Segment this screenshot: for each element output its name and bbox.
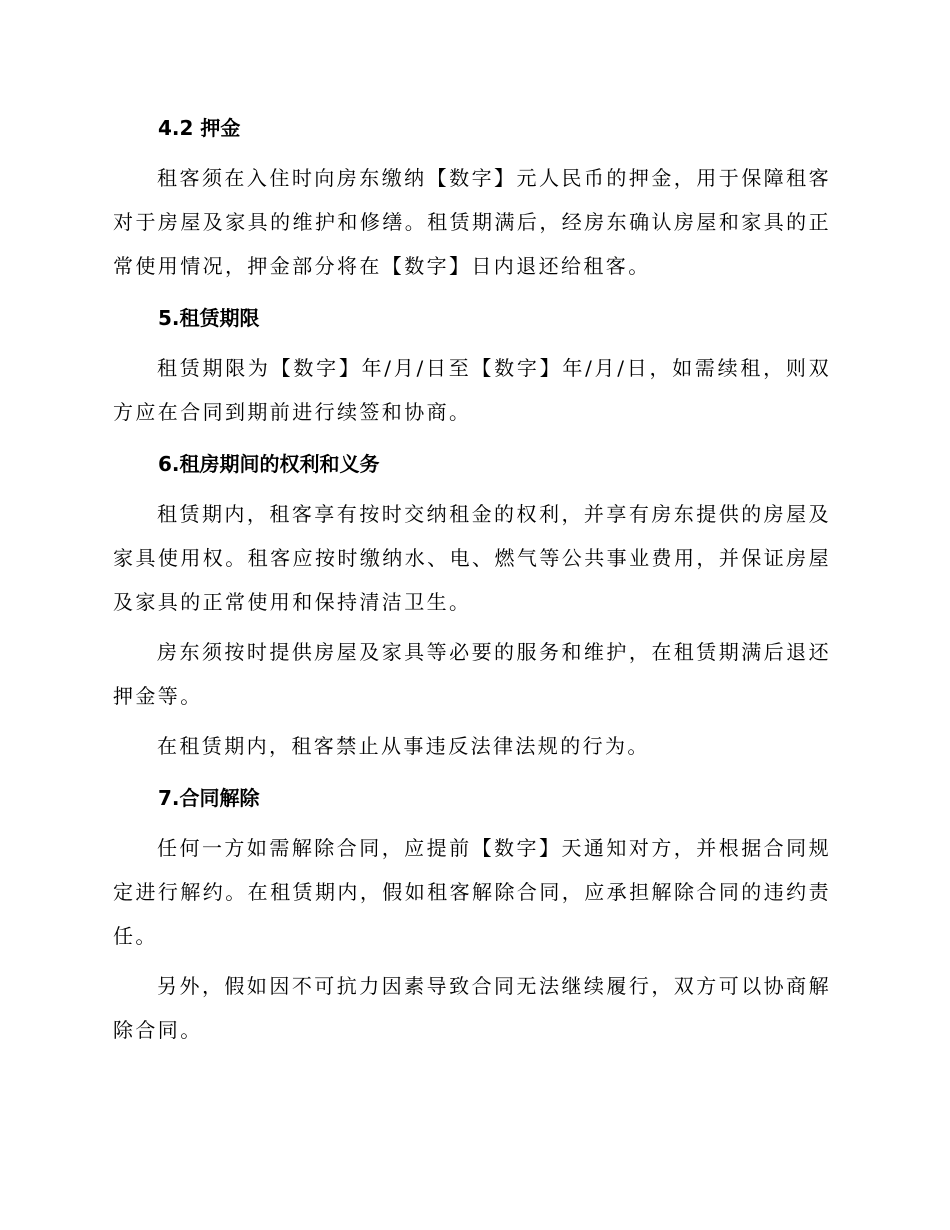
section-heading: 6.租房期间的权利和义务 bbox=[158, 452, 380, 476]
section-heading: 7.合同解除 bbox=[158, 786, 260, 810]
section-deposit bbox=[113, 108, 831, 288]
paragraph: 任何一方如需解除合同，应提前【数字】天通知对方，并根据合同规定进行解约。在租赁期内，假如租客解除合同，应承担解除合同的违约责任。 bbox=[113, 836, 831, 948]
paragraph: 在租赁期内，租客禁止从事违反法律法规的行为。 bbox=[157, 734, 650, 758]
section-heading: 5.租赁期限 bbox=[158, 306, 260, 330]
section-lease-term bbox=[113, 298, 831, 434]
paragraph: 租客须在入住时向房东缴纳【数字】元人民币的押金，用于保障租客对于房屋及家具的维护和修缮。租赁期满后，经房东确认房屋和家具的正常使用情况，押金部分将在【数字】日内退还给租客。 bbox=[113, 166, 831, 278]
section-rights-obligations bbox=[113, 444, 831, 768]
section-termination bbox=[113, 778, 831, 1052]
section-heading: 4.2 押金 bbox=[158, 116, 241, 140]
paragraph: 另外，假如因不可抗力因素导致合同无法继续履行，双方可以协商解除合同。 bbox=[113, 974, 831, 1042]
document-body bbox=[113, 108, 831, 1052]
paragraph: 房东须按时提供房屋及家具等必要的服务和维护，在租赁期满后退还押金等。 bbox=[113, 640, 831, 708]
paragraph: 租赁期内，租客享有按时交纳租金的权利，并享有房东提供的房屋及家具使用权。租客应按时缴纳水、电、燃气等公共事业费用，并保证房屋及家具的正常使用和保持清洁卫生。 bbox=[113, 502, 831, 614]
paragraph: 租赁期限为【数字】年/月/日至【数字】年/月/日，如需续租，则双方应在合同到期前进行续签和协商。 bbox=[113, 356, 831, 424]
